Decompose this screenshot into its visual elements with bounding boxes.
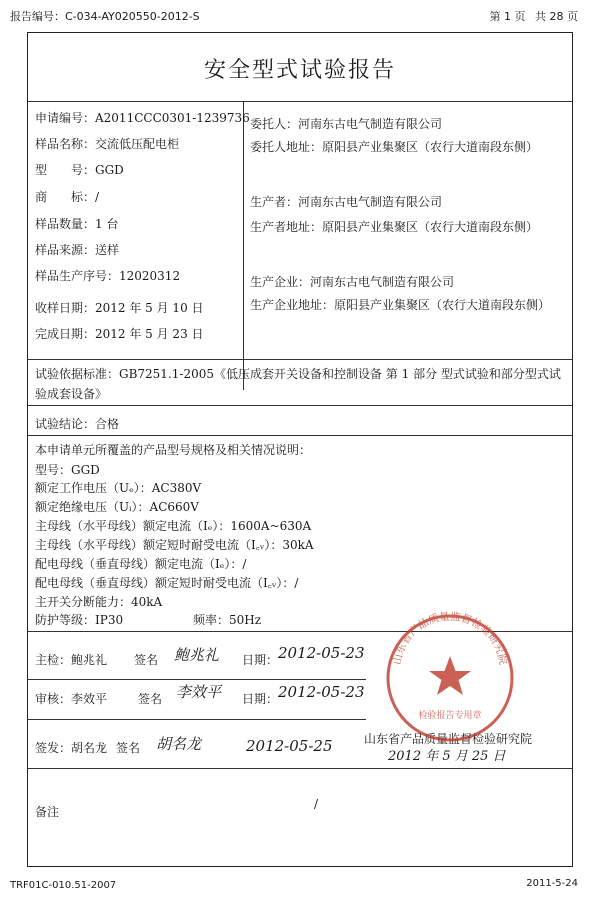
form-date: 2011-5-24	[526, 878, 578, 889]
frequency: 频率：50Hz	[193, 613, 262, 627]
form-number: TRF01C-010.51-2007	[10, 880, 117, 891]
page-number: 第 1 页	[489, 10, 526, 23]
approver-label: 签发：胡名龙	[35, 741, 108, 755]
sample-source: 样品来源：送样	[35, 243, 120, 257]
producer-address: 生产者地址：原阳县产业集聚区（农行大道南段东侧）	[250, 220, 539, 234]
coverage-line: 额定工作电压（Uₑ）：AC380V	[35, 481, 202, 495]
divider	[28, 435, 572, 436]
protection-class: 防护等级：IP30	[35, 613, 124, 627]
manufacturer: 生产企业：河南东古电气制造有限公司	[250, 275, 455, 289]
divider	[28, 719, 366, 720]
institute-date: 2012 年 5 月 25 日	[388, 749, 506, 764]
application-number: 申请编号：A2011CCC0301-1239736	[35, 111, 250, 125]
reviewer-sign-label: 签名	[138, 692, 163, 706]
sample-name: 样品名称：交流低压配电柜	[35, 137, 180, 151]
client: 委托人：河南东古电气制造有限公司	[250, 117, 443, 131]
reviewer-date-label: 日期：	[242, 692, 279, 706]
page-total: 共 28 页	[535, 10, 578, 23]
remarks-label: 备注	[35, 805, 60, 819]
reviewer-date: 2012-05-23	[278, 683, 365, 701]
inspector-sign-label: 签名	[134, 653, 159, 667]
stamp-star-icon	[429, 656, 471, 695]
coverage-line: 主开关分断能力：40kA	[35, 595, 163, 609]
coverage-line: 配电母线（垂直母线）额定短时耐受电流（I꜀ᵥ）：/	[35, 576, 299, 590]
divider	[28, 101, 572, 102]
coverage-line: 配电母线（垂直母线）额定电流（Iₑ）：/	[35, 557, 247, 571]
approver-signature: 胡名龙	[156, 735, 202, 753]
inspector-date-label: 日期：	[242, 653, 279, 667]
model: 型 号：GGD	[35, 163, 124, 177]
divider	[28, 679, 366, 680]
institute-name: 山东省产品质量监督检验研究院	[364, 732, 533, 746]
stamp-subtext: 检验报告专用章	[418, 711, 482, 721]
coverage-line: 额定绝缘电压（Uᵢ）：AC660V	[35, 500, 199, 514]
approver-date: 2012-05-25	[246, 737, 333, 755]
coverage-intro: 本申请单元所覆盖的产品型号规格及相关情况说明：	[35, 443, 312, 457]
remarks-value: /	[314, 797, 319, 811]
report-number: 报告编号：C-034-AY020550-2012-S	[10, 10, 200, 23]
column-divider	[243, 101, 244, 390]
coverage-line: 主母线（水平母线）额定电流（Iₑ）：1600A~630A	[35, 519, 312, 533]
test-standard: 试验依据标准：GB7251.1-2005《低压成套开关设备和控制设备 第 1 部分 型式试验和部分型式试验成套设备》	[35, 367, 561, 401]
divider	[28, 405, 572, 406]
reviewer-signature: 李效平	[176, 683, 222, 701]
received-date: 收样日期：2012 年 5 月 10 日	[35, 301, 204, 315]
manufacturer-address: 生产企业地址：原阳县产业集聚区（农行大道南段东侧）	[250, 298, 551, 312]
official-seal-icon	[382, 610, 518, 746]
inspector-date: 2012-05-23	[278, 644, 365, 662]
inspector-signature: 鲍兆礼	[174, 646, 220, 664]
completed-date: 完成日期：2012 年 5 月 23 日	[35, 327, 204, 341]
client-address: 委托人地址：原阳县产业集聚区（农行大道南段东侧）	[250, 140, 539, 154]
sample-serial: 样品生产序号：12020312	[35, 269, 181, 283]
trademark: 商 标：/	[35, 190, 100, 204]
test-conclusion: 试验结论：合格	[35, 417, 120, 431]
stamp-text: 山东省产品质量监督检验研究院	[391, 610, 509, 666]
divider	[28, 359, 572, 360]
approver-sign-label: 签名	[116, 741, 141, 755]
divider	[28, 768, 572, 769]
reviewer-label: 审核：李效平	[35, 692, 108, 706]
page-indicator	[484, 8, 579, 24]
producer: 生产者：河南东古电气制造有限公司	[250, 195, 443, 209]
coverage-line: 型号：GGD	[35, 463, 100, 477]
report-title: 安全型式试验报告	[203, 58, 396, 83]
sample-quantity: 样品数量：1 台	[35, 217, 119, 231]
inspector-label: 主检：鲍兆礼	[35, 653, 108, 667]
coverage-line: 主母线（水平母线）额定短时耐受电流（I꜀ᵥ）：30kA	[35, 538, 314, 552]
